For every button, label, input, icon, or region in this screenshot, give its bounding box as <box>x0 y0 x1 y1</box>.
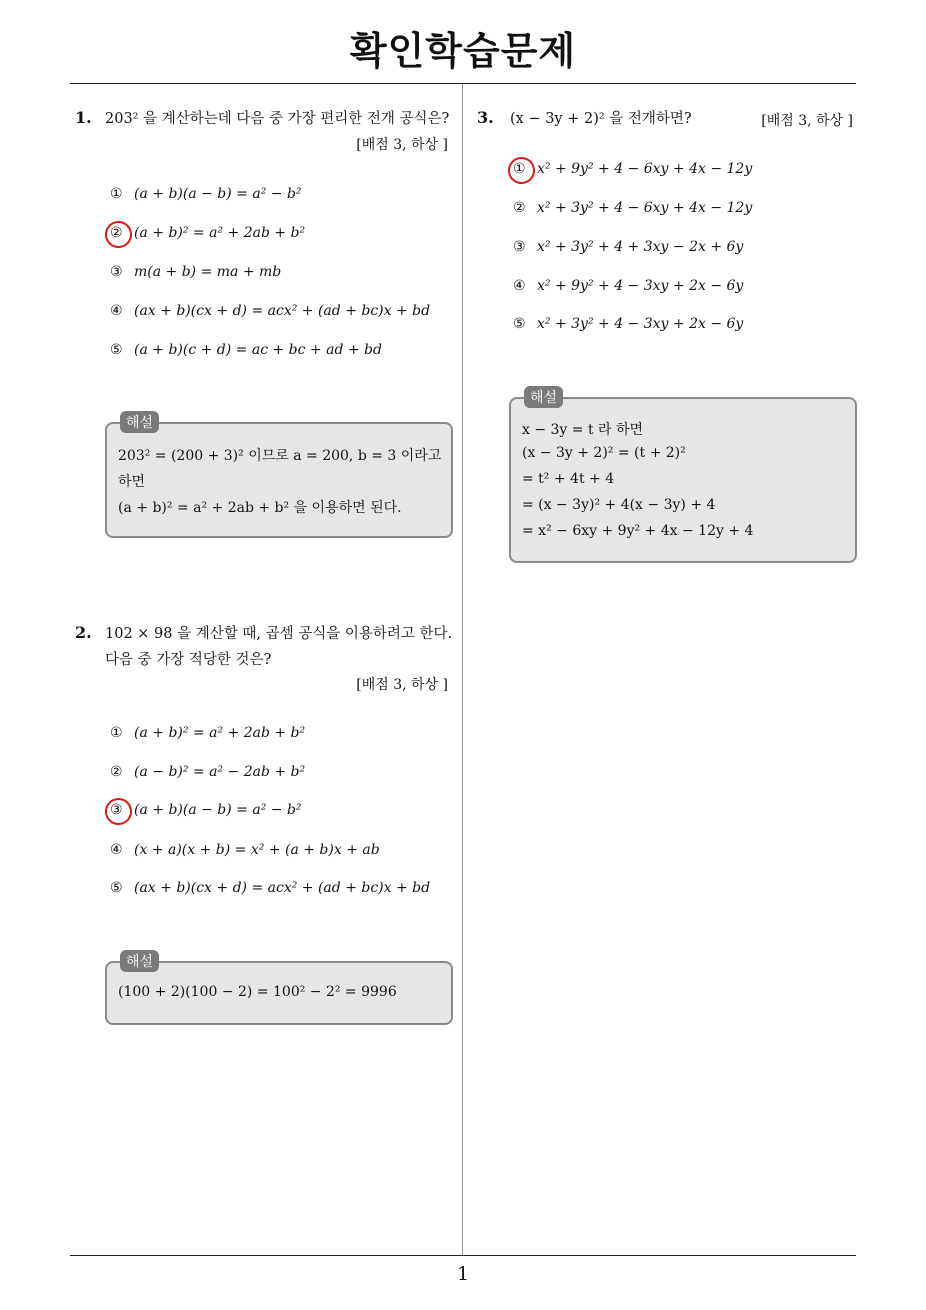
choice-text: (a + b)² = a² + 2ab + b² <box>134 225 306 241</box>
solution-line: (x − 3y + 2)² = (t + 2)² <box>522 445 686 461</box>
solution-line: = (x − 3y)² + 4(x − 3y) + 4 <box>522 497 716 513</box>
choice-mark: ③ <box>513 239 526 255</box>
solution-box <box>105 422 453 538</box>
choice-4[interactable] <box>110 842 380 858</box>
choice-3[interactable] <box>513 239 743 255</box>
choice-text: (a − b)² = a² − 2ab + b² <box>134 764 306 780</box>
top-rule <box>70 83 856 84</box>
page-title: 확인학습문제 <box>349 29 577 73</box>
question-number: 1. <box>75 108 92 127</box>
choice-mark: ④ <box>110 842 123 858</box>
question-number: 3. <box>477 108 494 127</box>
choice-text: (a + b)(c + d) = ac + bc + ad + bd <box>134 342 382 358</box>
solution-line: (100 + 2)(100 − 2) = 100² − 2² = 9996 <box>118 984 397 1000</box>
choice-mark: ① <box>513 161 526 177</box>
choice-mark: ⑤ <box>110 880 123 896</box>
choice-text: x² + 9y² + 4 − 6xy + 4x − 12y <box>537 161 753 177</box>
column-divider <box>462 84 463 1256</box>
choice-mark: ① <box>110 186 123 202</box>
choice-mark: ④ <box>110 303 123 319</box>
choice-mark: ② <box>110 225 123 241</box>
page-number: 1 <box>456 1263 470 1285</box>
choice-5[interactable] <box>513 316 743 332</box>
question-text-line-1: 102 × 98 을 계산할 때, 곱셈 공식을 이용하려고 한다. <box>105 626 453 642</box>
question-meta: [배점 3, 하상 ] <box>356 677 448 693</box>
choice-text: (x + a)(x + b) = x² + (a + b)x + ab <box>134 842 380 858</box>
solution-tag: 해설 <box>120 411 159 433</box>
answer-circle-mark <box>102 218 135 251</box>
choice-mark: ⑤ <box>513 316 526 332</box>
choice-1[interactable] <box>110 186 302 202</box>
choice-1[interactable] <box>110 725 305 741</box>
solution-tag: 해설 <box>120 950 159 972</box>
choice-text: (a + b)(a − b) = a² − b² <box>134 186 302 202</box>
solution-tag: 해설 <box>524 386 563 408</box>
choice-mark: ⑤ <box>110 342 123 358</box>
solution-line: x − 3y = t 라 하면 <box>522 422 644 438</box>
choice-3[interactable] <box>110 802 302 818</box>
question-meta: [배점 3, 하상 ] <box>356 137 448 153</box>
question-number: 2. <box>75 623 92 642</box>
choice-3[interactable] <box>110 264 281 280</box>
choice-1[interactable] <box>513 161 752 177</box>
choice-text: m(a + b) = ma + mb <box>134 264 282 280</box>
choice-2[interactable] <box>110 764 305 780</box>
choice-2[interactable] <box>513 200 752 216</box>
choice-mark: ④ <box>513 278 526 294</box>
bottom-rule <box>70 1255 856 1256</box>
choice-text: (a + b)(a − b) = a² − b² <box>134 802 302 818</box>
solution-line: = t² + 4t + 4 <box>522 471 615 487</box>
choice-4[interactable] <box>110 303 430 319</box>
choice-mark: ③ <box>110 802 123 818</box>
choice-2[interactable] <box>110 225 305 241</box>
choice-text: (ax + b)(cx + d) = acx² + (ad + bc)x + bd <box>134 880 431 896</box>
choice-5[interactable] <box>110 342 382 358</box>
choice-text: x² + 3y² + 4 − 6xy + 4x − 12y <box>537 200 753 216</box>
choice-mark: ① <box>110 725 123 741</box>
question-text: (x − 3y + 2)² 을 전개하면? <box>510 111 692 127</box>
choice-mark: ② <box>513 200 526 216</box>
choice-text: x² + 3y² + 4 + 3xy − 2x + 6y <box>537 239 744 255</box>
choice-text: (a + b)² = a² + 2ab + b² <box>134 725 306 741</box>
choice-text: x² + 9y² + 4 − 3xy + 2x − 6y <box>537 278 744 294</box>
solution-line: (a + b)² = a² + 2ab + b² 을 이용하면 된다. <box>118 500 402 516</box>
choice-5[interactable] <box>110 880 430 896</box>
choice-text: (ax + b)(cx + d) = acx² + (ad + bc)x + bd <box>134 303 431 319</box>
question-text: 203² 을 계산하는데 다음 중 가장 편리한 전개 공식은? <box>105 111 450 127</box>
solution-line: 하면 <box>118 474 146 490</box>
solution-line: 203² = (200 + 3)² 이므로 a = 200, b = 3 이라고 <box>118 448 442 464</box>
solution-line: = x² − 6xy + 9y² + 4x − 12y + 4 <box>522 523 754 539</box>
question-meta: [배점 3, 하상 ] <box>761 113 853 129</box>
choice-text: x² + 3y² + 4 − 3xy + 2x − 6y <box>537 316 744 332</box>
answer-circle-mark <box>505 154 538 187</box>
question-text-line-2: 다음 중 가장 적당한 것은? <box>105 652 272 668</box>
choice-mark: ② <box>110 764 123 780</box>
answer-circle-mark <box>102 795 135 828</box>
choice-4[interactable] <box>513 278 743 294</box>
choice-mark: ③ <box>110 264 123 280</box>
